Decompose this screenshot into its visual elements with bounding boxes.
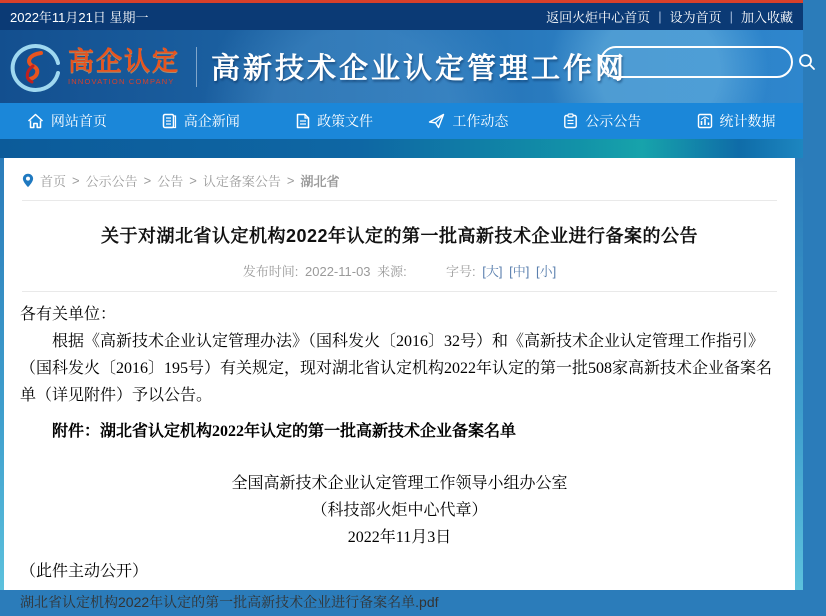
breadcrumb-divider — [22, 200, 777, 201]
topbar-date: 2022年11月21日 星期一 — [10, 10, 149, 25]
page-background — [0, 158, 803, 610]
stats-chart-icon — [697, 113, 713, 129]
news-icon — [162, 113, 177, 129]
signature-block — [20, 470, 779, 551]
topbar-separator: | — [729, 9, 733, 24]
nav-item-label: 统计数据 — [719, 113, 776, 129]
signature-date: 2022年11月3日 — [347, 529, 452, 546]
search-button[interactable] — [798, 53, 826, 71]
paper-plane-icon — [428, 113, 445, 129]
logo-text: 高企认定 — [68, 45, 181, 76]
breadcrumb-announcements[interactable]: 公示公告 — [85, 174, 138, 189]
nav-item-statistics[interactable] — [669, 103, 803, 139]
link-set-homepage[interactable]: 设为首页 — [669, 10, 722, 25]
breadcrumb-separator: > — [72, 173, 80, 188]
font-size-medium-button[interactable]: [中] — [509, 264, 530, 279]
nav-item-policy[interactable] — [268, 103, 402, 139]
policy-doc-icon — [296, 113, 310, 129]
nav-item-label: 网站首页 — [50, 113, 107, 129]
salutation: 各有关单位： — [20, 306, 117, 323]
breadcrumb-current-hubei[interactable]: 湖北省 — [300, 174, 340, 189]
article-body — [20, 301, 779, 616]
breadcrumb-separator: > — [143, 173, 152, 188]
article-meta — [20, 261, 779, 280]
nav-item-label: 政策文件 — [317, 113, 374, 129]
header-divider — [196, 47, 197, 87]
topbar-separator: | — [658, 9, 662, 24]
nav-item-work-updates[interactable] — [401, 103, 535, 139]
disclosure-note: （此件主动公开） — [20, 563, 149, 580]
breadcrumb-notice[interactable]: 公告 — [157, 174, 184, 189]
nav-item-announcements[interactable] — [535, 103, 669, 139]
search-icon — [798, 53, 816, 71]
meta-divider — [22, 291, 777, 292]
font-size-large-button[interactable]: [大] — [482, 264, 503, 279]
article-title: 关于对湖北省认定机构2022年认定的第一批高新技术企业进行备案的公告 — [100, 226, 699, 246]
breadcrumb-separator: > — [189, 173, 197, 188]
logo-swirl-icon — [8, 41, 62, 93]
breadcrumb — [20, 158, 779, 200]
topbar-links — [546, 7, 793, 26]
main-navbar — [0, 103, 803, 139]
font-size-small-button[interactable]: [小] — [536, 264, 557, 279]
publish-date: 2022-11-03 — [305, 264, 371, 279]
link-add-favorite[interactable]: 加入收藏 — [740, 10, 793, 25]
nav-item-news[interactable] — [134, 103, 268, 139]
signature-org: 全国高新技术企业认定管理工作领导小组办公室 — [231, 475, 568, 492]
attachment-line: 附件：湖北省认定机构2022年认定的第一批高新技术企业备案名单 — [52, 423, 517, 440]
breadcrumb-home[interactable]: 首页 — [40, 174, 67, 189]
nav-item-label: 高企新闻 — [183, 113, 240, 129]
banner-strip — [0, 139, 803, 158]
publish-time-label: 发布时间: — [242, 264, 299, 279]
nav-item-label: 工作动态 — [452, 113, 509, 129]
site-header — [0, 30, 803, 103]
clipboard-icon — [563, 113, 578, 129]
site-logo[interactable] — [8, 41, 180, 93]
body-paragraph: 根据《高新技术企业认定管理办法》（国科发火〔2016〕32号）和《高新技术企业认定管理工作指引》（国科发火〔2016〕195号）有关规定，现对湖北省认定机构2022年认定的第一批508家高新技术企业备案名单（详见附件）予以公告。 — [20, 333, 773, 404]
location-pin-icon — [22, 173, 34, 188]
search-box — [600, 46, 793, 78]
site-title: 高新技术企业认定管理工作网 — [211, 53, 628, 85]
nav-item-home[interactable] — [0, 103, 134, 139]
breadcrumb-separator: > — [286, 173, 295, 188]
source-label: 来源: — [377, 264, 407, 279]
signature-agent: （科技部火炬中心代章） — [311, 502, 488, 519]
breadcrumb-filing-notice[interactable]: 认定备案公告 — [202, 174, 281, 189]
link-torch-center-home[interactable]: 返回火炬中心首页 — [546, 10, 651, 25]
attachment-pdf-link[interactable]: 湖北省认定机构2022年认定的第一批高新技术企业进行备案名单.pdf — [20, 594, 439, 610]
topbar — [0, 3, 803, 30]
content-card — [4, 158, 795, 610]
logo-subtitle: INNOVATION COMPANY — [68, 76, 175, 86]
fontsize-label: 字号: — [446, 264, 476, 279]
home-icon — [27, 113, 44, 129]
logo-texts — [68, 45, 181, 86]
nav-item-label: 公示公告 — [585, 113, 642, 129]
search-input[interactable] — [602, 48, 798, 76]
